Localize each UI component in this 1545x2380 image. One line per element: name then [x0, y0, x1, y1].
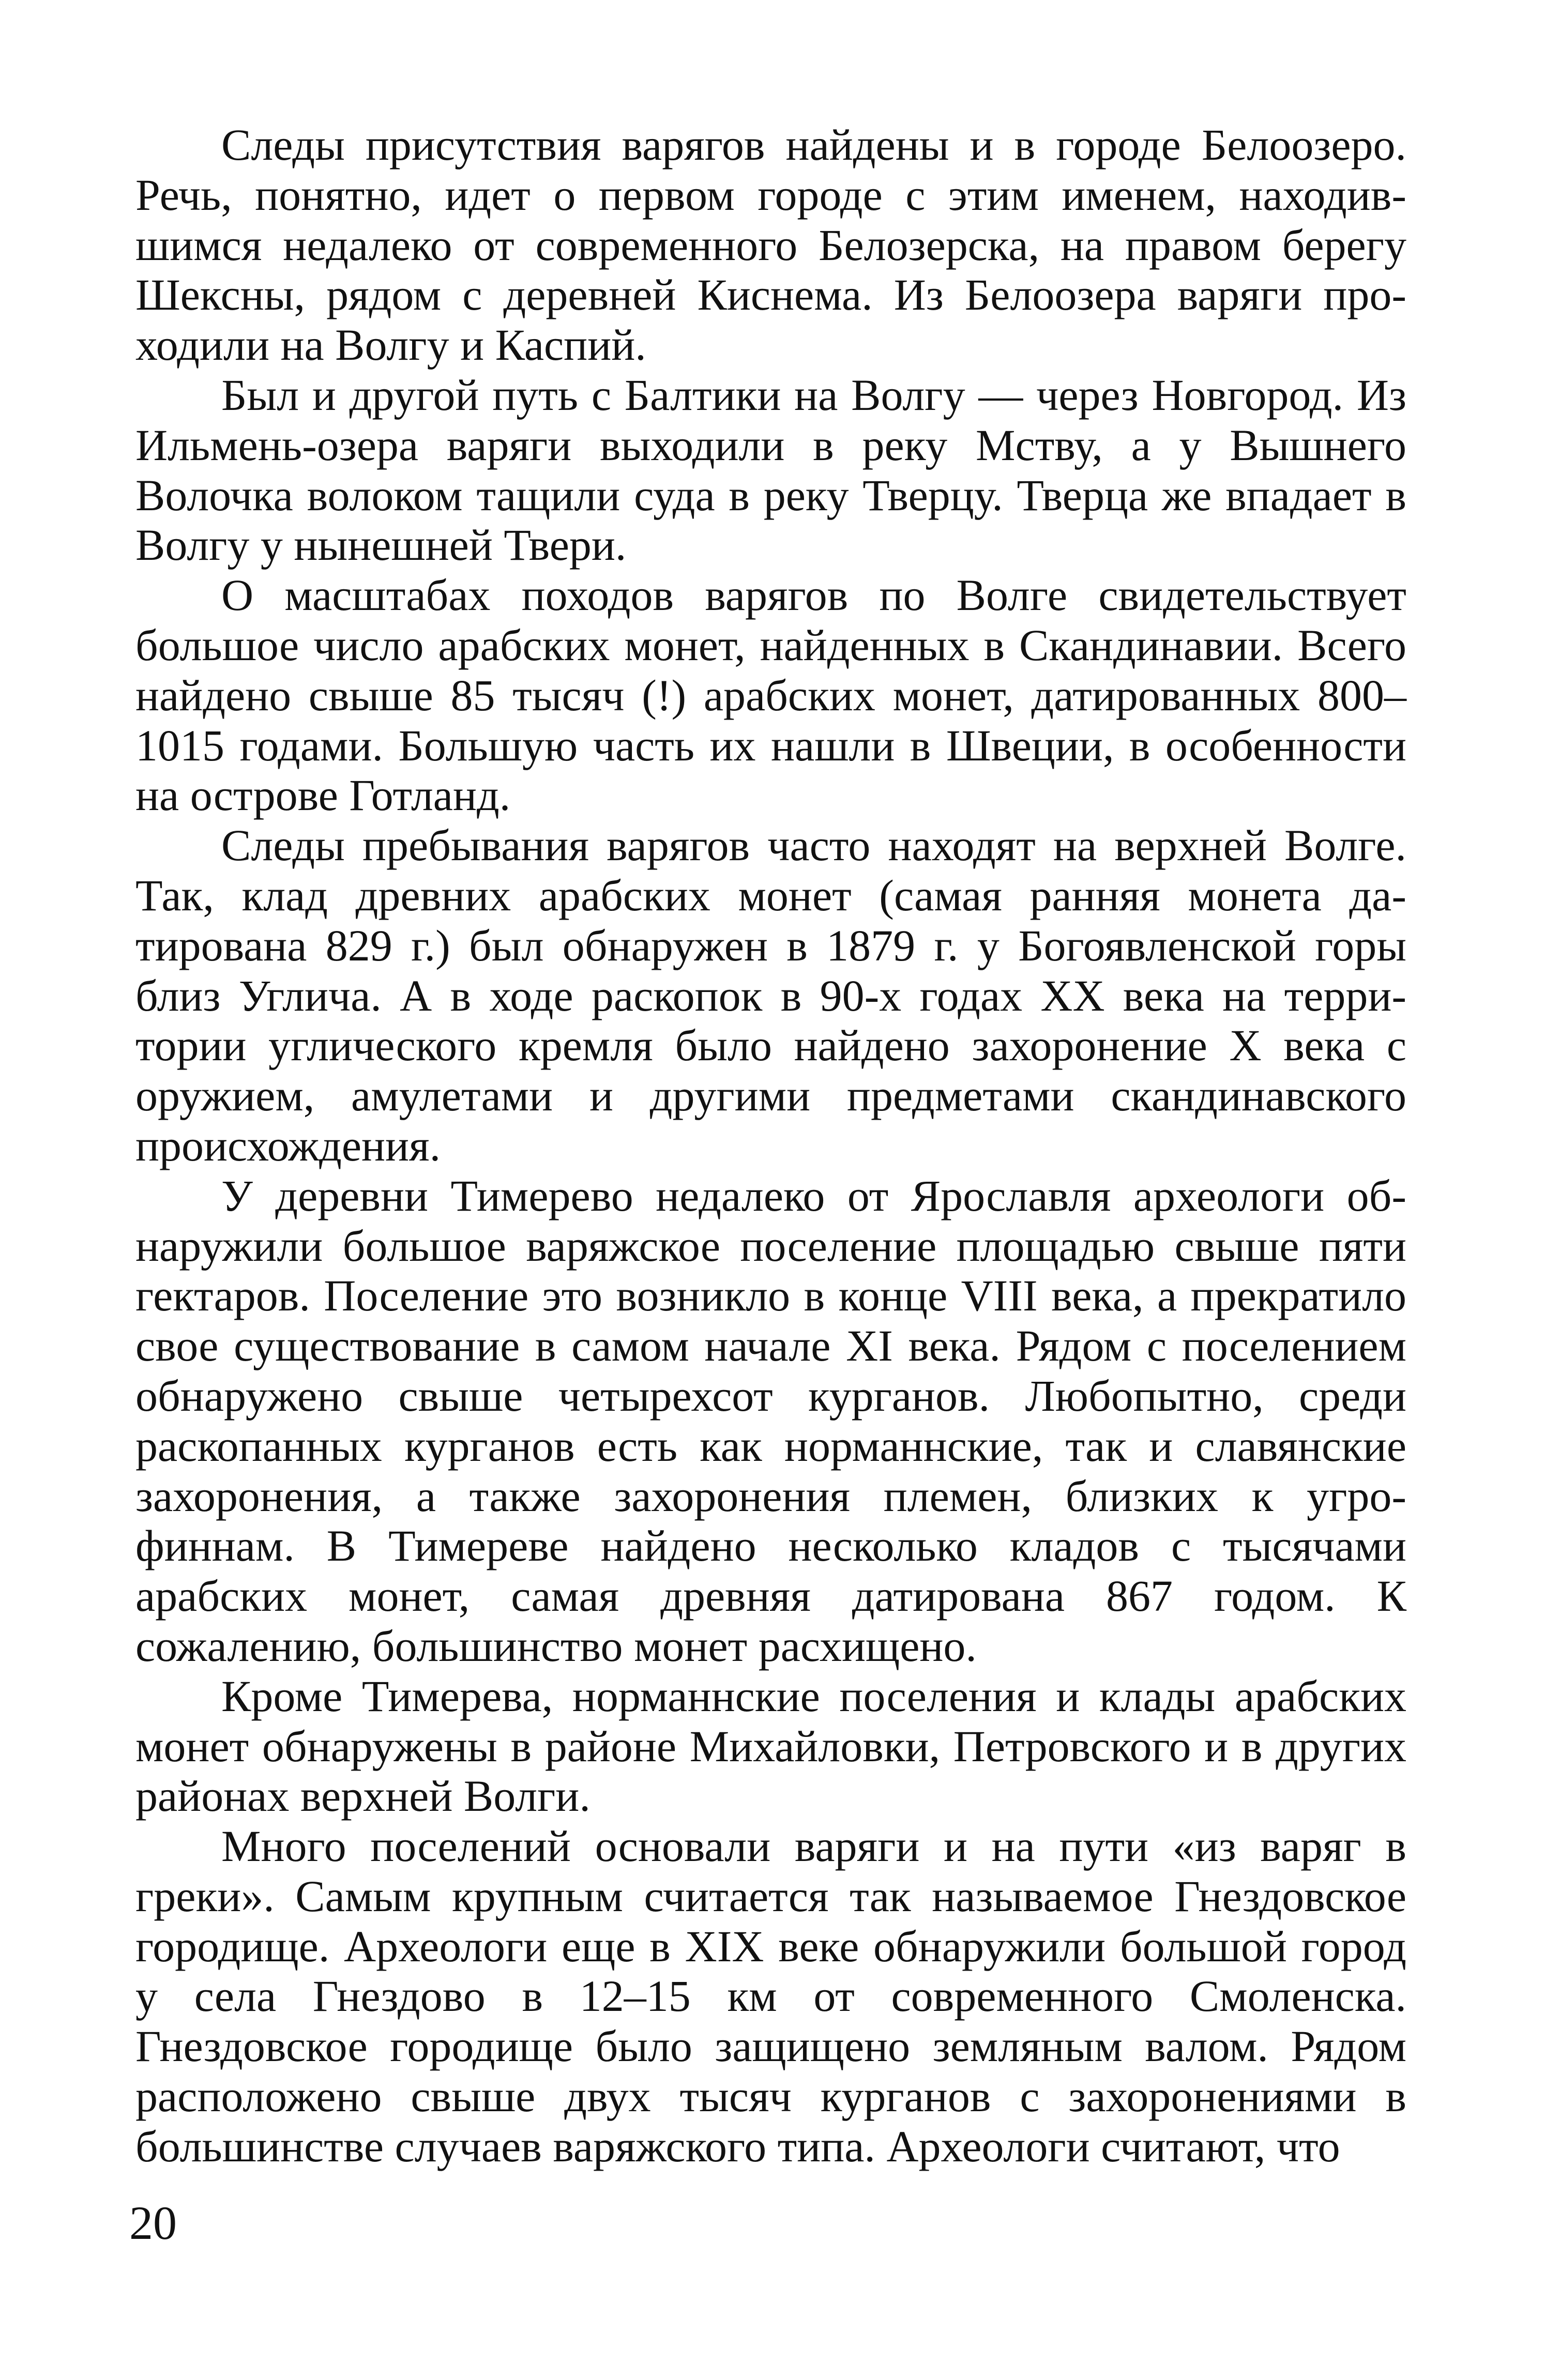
paragraph-4: Следы пребывания варягов часто находят на верхней Волге. Так, клад древних арабских монет (самая ранняя монета датирована 829 г.) был обнаружен в 1879 г. у Богоявленской горы близ Углича. А в ходе раскопок в 90-х годах XX века на территории углического кремля было найдено захоронение X века с оружием, амулетами и другими предметами скандинавского происхождения. — [135, 820, 1406, 1170]
paragraph-1: Следы присутствия варягов найдены и в городе Белоозеро. Речь, понятно, идет о первом городе с этим именем, находившимся недалеко от современного Белозерска, на правом берегу Шексны, рядом с деревней Киснема. Из Белоозера варяги проходили на Волгу и Каспий. — [135, 120, 1406, 370]
paragraph-7: Много поселений основали варяги и на пути «из варяг в греки». Самым крупным считается так называемое Гнездовское городище. Археологи еще в XIX веке обнаружили большой город у села Гнездово в 12–15 км от современного Смоленска. Гнездовское городище было защищено земляным валом. Рядом расположено свыше двух тысяч курганов с захоронениями в большинстве случаев варяжского типа. Археологи считают, что — [135, 1821, 1406, 2171]
paragraph-6: Кроме Тимерева, норманнские поселения и клады арабских монет обнаружены в районе Михайловки, Петровского и в других районах верхней Волги. — [135, 1671, 1406, 1821]
paragraph-5: У деревни Тимерево недалеко от Ярославля археологи обнаружили большое варяжское поселение площадью свыше пяти гектаров. Поселение это возникло в конце VIII века, а прекратило свое существование в самом начале XI века. Рядом с поселением обнаружено свыше четырехсот курганов. Любопытно, среди раскопанных курганов есть как норманнские, так и славянские захоронения, а также захоронения племен, близких к угро-финнам. В Тимереве найдено несколько кладов с тысячами арабских монет, самая древняя датирована 867 годом. К сожалению, большинство монет расхищено. — [135, 1170, 1406, 1671]
body-text — [135, 120, 1406, 2172]
paragraph-2: Был и другой путь с Балтики на Волгу — через Новгород. Из Ильмень-озера варяги выходили в реку Мству, а у Вышнего Волочка волоком тащили суда в реку Тверцу. Тверца же впадает в Волгу у нынешней Твери. — [135, 370, 1406, 570]
paragraph-3: О масштабах походов варягов по Волге свидетельствует большое число арабских монет, найденных в Скандинавии. Всего найдено свыше 85 тысяч (!) арабских монет, датированных 800–1015 годами. Большую часть их нашли в Швеции, в особенности на острове Готланд. — [135, 570, 1406, 820]
page-number: 20 — [129, 2196, 177, 2249]
